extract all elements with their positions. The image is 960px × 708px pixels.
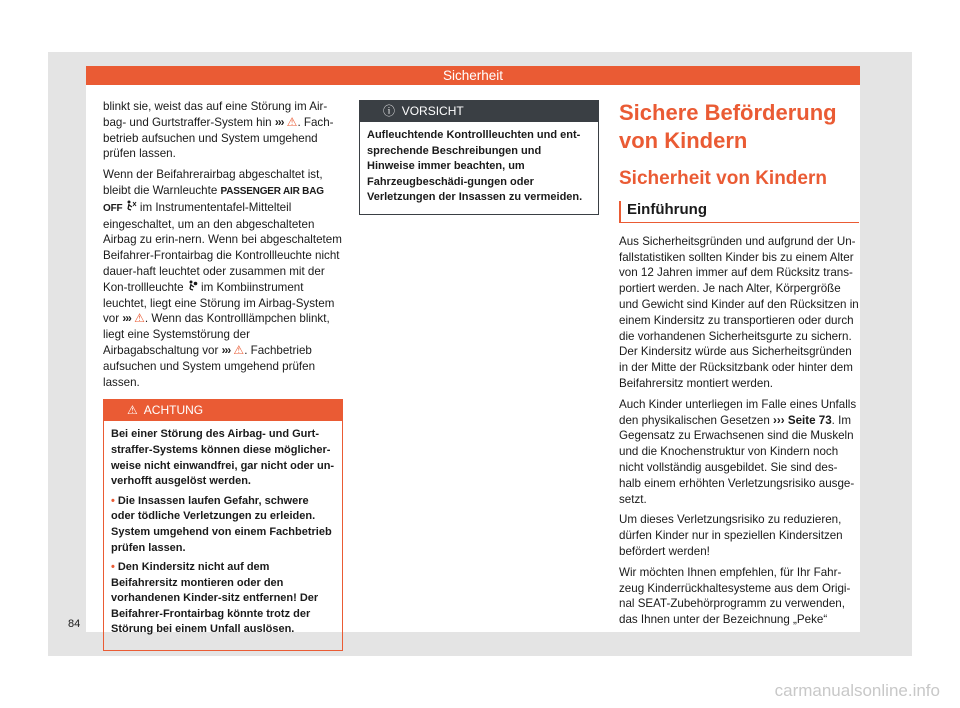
- reference-arrow: ›››: [221, 343, 231, 357]
- body-text: [619, 234, 859, 628]
- column-right: [619, 99, 859, 633]
- warning-triangle-icon: ⚠: [233, 342, 245, 357]
- column-middle: [359, 100, 599, 215]
- caution-box-body: Aufleuchtende Kontrollleuchten und ent-sprechende Beschreibungen und Hinweise immer beachten, um Fahrzeugbeschädi-gungen oder Verletzungen der Insassen zu vermeiden.: [367, 129, 583, 204]
- paragraph: Wenn der Beifahrerairbag abgeschaltet ist, bleibt die Warnleuchte PASSENGER AIR BAG OFF im Instrumententafel-Mittelteil eingeschaltet, um an den abgeschalteten Airbag zu erin-nern. Wenn bei abgeschaltetem Beifahrer-Frontairbag die Kontrollleuchte nicht dauer-haft leuchtet oder zusammen mit der Kon-trollleuchte im Kombiinstrument leuchtet, liegt eine Störung im Airbag-System vor ››› ⚠. Wenn das Kontrolllämpchen blinkt, liegt eine Systemstörung der Airbagabschaltung vor ››› ⚠. Fachbetrieb aufsuchen und System umgehend prüfen lassen.: [103, 168, 342, 389]
- warning-box-body: [104, 421, 342, 650]
- warning-triangle-icon: ⚠: [127, 403, 138, 418]
- list-item: • Den Kindersitz nicht auf dem Beifahrersitz montieren oder den vorhandenen Kinder-sitz entfernen! Der Beifahrer-Frontairbag könnte trotz der Störung bei einem Unfall auslösen.: [111, 561, 319, 636]
- warning-triangle-icon: ⚠: [286, 114, 298, 129]
- section-header: Sicherheit: [86, 66, 860, 85]
- airbag-icon: [187, 281, 198, 294]
- subsection-title: Einführung: [619, 201, 859, 223]
- section-title: Sicherheit von Kindern: [619, 168, 827, 189]
- paragraph: Aus Sicherheitsgründen und aufgrund der Un-fallstatistiken sollten Kinder bis zu einem Alter von 12 Jahren immer auf dem Rücksitz trans-portiert werden. Je nach Alter, Körpergröße und Gewicht sind Kinder auf den Rücksitzen in einem Kindersitz zu transportieren oder durch die vorhandenen Sicherheitsgurte zu sichern. Der Kindersitz würde aus Sicherheitsgründen in der Mitte der Rücksitzbank oder hinter dem Beifahrersitz montiert werden.: [619, 234, 859, 390]
- caution-box-header: ⓘ VORSICHT: [360, 101, 598, 122]
- warning-intro: Bei einer Störung des Airbag- und Gurt-straffer-Systems können diese möglicher-weise nicht einwandfrei, gar nicht oder un-verhofft ausgelöst werden.: [111, 428, 335, 488]
- reference-arrow: ›››: [122, 312, 131, 326]
- list-item: • Die Insassen laufen Gefahr, schwere oder tödliche Verletzungen zu erleiden. System umgehend von einem Fachbetrieb prüfen lassen.: [111, 494, 332, 554]
- warning-triangle-icon: ⚠: [134, 311, 145, 326]
- page-number: 84: [68, 618, 81, 630]
- info-circle-icon: ⓘ: [383, 104, 396, 118]
- bullet-icon: •: [111, 494, 115, 507]
- warning-box-header: ⚠ ACHTUNG: [104, 400, 342, 421]
- airbag-off-icon: [126, 201, 137, 214]
- paragraph: Auch Kinder unterliegen im Falle eines Unfalls den physikalischen Gesetzen ››› Seite 73. Im Gegensatz zu Erwachsenen sind die Muskeln und die Knochenstruktur von Kindern noch nicht vollständig ausgebildet. Sie sind des-halb einem erhöhten Verletzungsrisiko ausge-setzt.: [619, 397, 857, 506]
- reference-arrow: ›››: [274, 115, 284, 129]
- chapter-title: Sichere Beförderung von Kindern: [619, 100, 837, 153]
- paragraph: Um dieses Verletzungsrisiko zu reduzieren, dürfen Kinder nur in speziellen Kindersitzen befördert werden!: [619, 513, 843, 558]
- caution-box: [359, 100, 599, 215]
- page-reference-link[interactable]: ››› Seite 73: [773, 413, 832, 427]
- passenger-airbag-off-label: PASSENGER AIR BAG OFF: [103, 185, 324, 214]
- warning-box: [103, 399, 343, 651]
- column-left: [103, 99, 343, 651]
- paragraph: Wir möchten Ihnen empfehlen, für Ihr Fahr-zeug Kinderrückhaltesysteme aus dem Origi-nal SEAT-Zubehörprogramm zu verwenden, das Ihnen unter der Bezeichnung „Peke“: [619, 565, 851, 627]
- bullet-icon: •: [111, 561, 115, 574]
- watermark: carmanualsonline.info: [774, 681, 940, 700]
- paragraph: blinkt sie, weist das auf eine Störung im Air-bag- und Gurtstraffer-System hin ››› ⚠. Fach-betrieb aufsuchen und System umgehend prüfen lassen.: [103, 100, 334, 161]
